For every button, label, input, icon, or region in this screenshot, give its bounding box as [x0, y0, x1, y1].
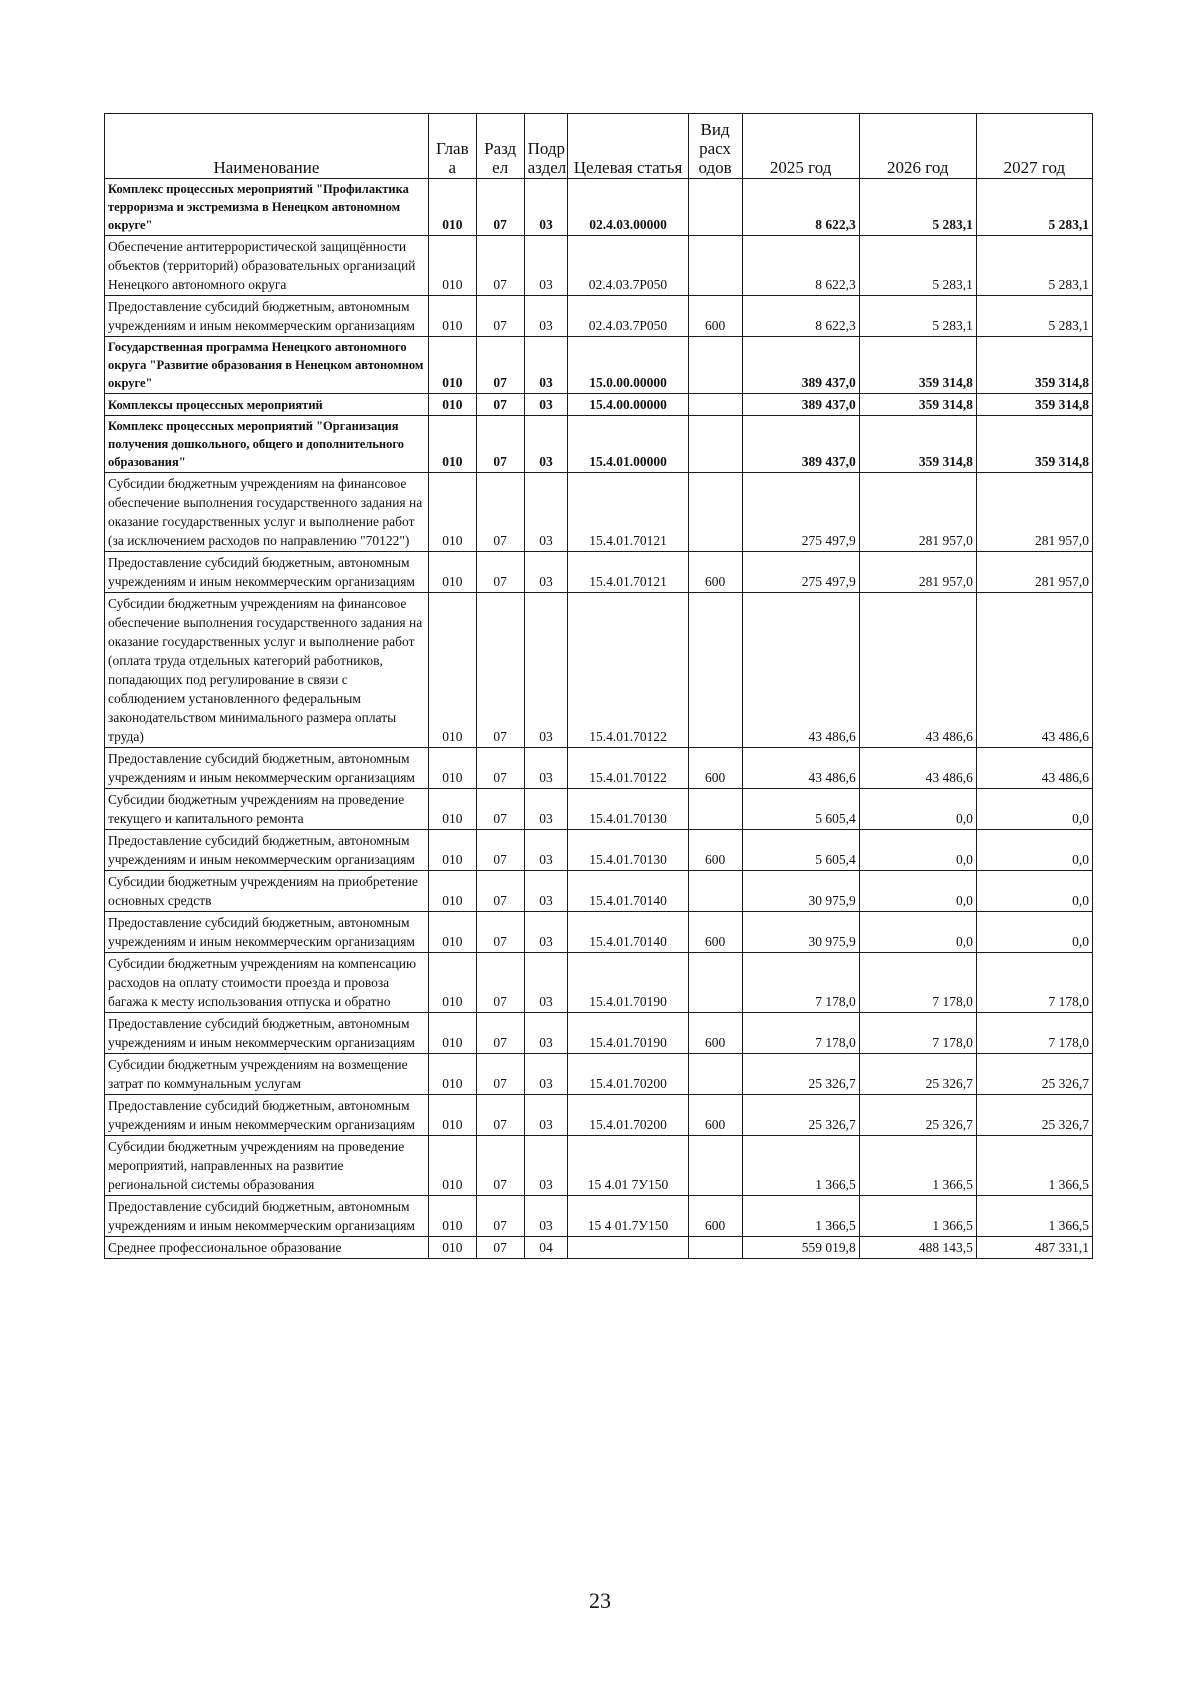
row-podrazdel: 03 [524, 830, 568, 871]
row-expense-type [688, 236, 742, 296]
row-name: Субсидии бюджетным учреждениям на проведение текущего и капитального ремонта [105, 789, 429, 830]
table-row [105, 1237, 1093, 1259]
row-target-article: 02.4.03.7Р050 [568, 236, 688, 296]
row-razdel: 07 [476, 296, 524, 337]
row-razdel: 07 [476, 1095, 524, 1136]
table-row [105, 789, 1093, 830]
row-name: Предоставление субсидий бюджетным, автономным учреждениям и иным некоммерческим организациям [105, 296, 429, 337]
row-name: Предоставление субсидий бюджетным, автономным учреждениям и иным некоммерческим организациям [105, 552, 429, 593]
row-podrazdel: 03 [524, 1013, 568, 1054]
row-glava: 010 [428, 830, 476, 871]
row-expense-type: 600 [688, 748, 742, 789]
page-number: 23 [589, 1588, 611, 1613]
row-podrazdel: 03 [524, 179, 568, 236]
row-expense-type [688, 416, 742, 473]
row-value-2025: 7 178,0 [742, 1013, 859, 1054]
row-razdel: 07 [476, 953, 524, 1013]
row-razdel: 07 [476, 179, 524, 236]
row-razdel: 07 [476, 236, 524, 296]
row-glava: 010 [428, 593, 476, 748]
row-target-article: 15.4.01.70130 [568, 830, 688, 871]
row-razdel: 07 [476, 1013, 524, 1054]
row-name: Субсидии бюджетным учреждениям на компенсацию расходов на оплату стоимости проезда и провоза багажа к месту использования отпуска и обратно [105, 953, 429, 1013]
row-value-2027: 7 178,0 [976, 1013, 1092, 1054]
row-expense-type [688, 179, 742, 236]
row-value-2026: 281 957,0 [859, 552, 976, 593]
row-target-article: 15.4.01.70200 [568, 1054, 688, 1095]
row-value-2025: 5 605,4 [742, 830, 859, 871]
row-glava: 010 [428, 789, 476, 830]
row-name: Предоставление субсидий бюджетным, автономным учреждениям и иным некоммерческим организациям [105, 1095, 429, 1136]
row-expense-type: 600 [688, 552, 742, 593]
row-value-2026: 25 326,7 [859, 1054, 976, 1095]
table-row [105, 1136, 1093, 1196]
table-row [105, 1054, 1093, 1095]
row-name: Субсидии бюджетным учреждениям на финансовое обеспечение выполнения государственного задания на оказание государственных услуг и выполнение работ (за исключением расходов по направлению "70122") [105, 473, 429, 552]
row-expense-type: 600 [688, 1196, 742, 1237]
row-expense-type: 600 [688, 830, 742, 871]
row-target-article: 15.0.00.00000 [568, 337, 688, 394]
row-value-2027: 1 366,5 [976, 1196, 1092, 1237]
table-row [105, 179, 1093, 236]
row-value-2025: 389 437,0 [742, 394, 859, 416]
row-value-2025: 275 497,9 [742, 552, 859, 593]
row-expense-type [688, 953, 742, 1013]
row-value-2026: 5 283,1 [859, 236, 976, 296]
row-target-article: 15.4.01.70140 [568, 912, 688, 953]
row-glava: 010 [428, 1237, 476, 1259]
row-glava: 010 [428, 1054, 476, 1095]
row-glava: 010 [428, 1095, 476, 1136]
row-name: Субсидии бюджетным учреждениям на проведение мероприятий, направленных на развитие региональной системы образования [105, 1136, 429, 1196]
header-2025: 2025 год [742, 114, 859, 179]
row-value-2026: 0,0 [859, 912, 976, 953]
row-target-article: 15 4.01 7У150 [568, 1136, 688, 1196]
row-value-2027: 359 314,8 [976, 416, 1092, 473]
row-glava: 010 [428, 236, 476, 296]
row-glava: 010 [428, 296, 476, 337]
row-razdel: 07 [476, 593, 524, 748]
table-row [105, 473, 1093, 552]
row-name: Предоставление субсидий бюджетным, автономным учреждениям и иным некоммерческим организациям [105, 912, 429, 953]
row-glava: 010 [428, 552, 476, 593]
row-expense-type: 600 [688, 1013, 742, 1054]
row-razdel: 07 [476, 473, 524, 552]
row-razdel: 07 [476, 394, 524, 416]
row-expense-type [688, 473, 742, 552]
row-value-2027: 1 366,5 [976, 1136, 1092, 1196]
table-row [105, 830, 1093, 871]
row-podrazdel: 03 [524, 473, 568, 552]
row-target-article: 15 4 01.7У150 [568, 1196, 688, 1237]
header-expense-type: Вид расх одов [688, 114, 742, 179]
row-value-2025: 8 622,3 [742, 236, 859, 296]
row-value-2025: 8 622,3 [742, 296, 859, 337]
table-row [105, 953, 1093, 1013]
header-name: Наименование [105, 114, 429, 179]
row-value-2026: 25 326,7 [859, 1095, 976, 1136]
table-row [105, 1196, 1093, 1237]
row-name: Комплекс процессных мероприятий "Профилактика терроризма и экстремизма в Ненецком автономном округе" [105, 179, 429, 236]
row-value-2027: 43 486,6 [976, 748, 1092, 789]
row-razdel: 07 [476, 748, 524, 789]
row-value-2026: 0,0 [859, 830, 976, 871]
table-row [105, 1013, 1093, 1054]
row-value-2025: 30 975,9 [742, 912, 859, 953]
row-razdel: 07 [476, 1237, 524, 1259]
header-2026: 2026 год [859, 114, 976, 179]
header-razdel: Разд ел [476, 114, 524, 179]
row-value-2026: 43 486,6 [859, 593, 976, 748]
row-value-2026: 43 486,6 [859, 748, 976, 789]
row-name: Предоставление субсидий бюджетным, автономным учреждениям и иным некоммерческим организациям [105, 1013, 429, 1054]
row-target-article: 15.4.01.70190 [568, 953, 688, 1013]
row-value-2026: 0,0 [859, 789, 976, 830]
row-value-2027: 0,0 [976, 871, 1092, 912]
row-target-article: 15.4.01.70130 [568, 789, 688, 830]
row-glava: 010 [428, 179, 476, 236]
row-razdel: 07 [476, 337, 524, 394]
row-razdel: 07 [476, 552, 524, 593]
row-value-2025: 25 326,7 [742, 1095, 859, 1136]
row-value-2027: 281 957,0 [976, 552, 1092, 593]
row-value-2025: 389 437,0 [742, 337, 859, 394]
row-expense-type [688, 871, 742, 912]
row-expense-type: 600 [688, 1095, 742, 1136]
row-podrazdel: 03 [524, 1054, 568, 1095]
table-row [105, 394, 1093, 416]
row-value-2026: 1 366,5 [859, 1196, 976, 1237]
row-value-2026: 281 957,0 [859, 473, 976, 552]
row-value-2025: 559 019,8 [742, 1237, 859, 1259]
row-value-2027: 0,0 [976, 789, 1092, 830]
row-glava: 010 [428, 1013, 476, 1054]
header-2027: 2027 год [976, 114, 1092, 179]
table-row [105, 337, 1093, 394]
row-glava: 010 [428, 416, 476, 473]
table-row [105, 416, 1093, 473]
row-target-article: 15.4.01.70122 [568, 593, 688, 748]
row-glava: 010 [428, 1196, 476, 1237]
row-name: Предоставление субсидий бюджетным, автономным учреждениям и иным некоммерческим организациям [105, 1196, 429, 1237]
row-podrazdel: 03 [524, 1196, 568, 1237]
row-name: Обеспечение антитеррористической защищённости объектов (территорий) образовательных организаций Ненецкого автономного округа [105, 236, 429, 296]
row-value-2027: 7 178,0 [976, 953, 1092, 1013]
row-value-2027: 0,0 [976, 830, 1092, 871]
row-name: Субсидии бюджетным учреждениям на приобретение основных средств [105, 871, 429, 912]
row-value-2026: 359 314,8 [859, 394, 976, 416]
row-podrazdel: 03 [524, 953, 568, 1013]
header-glava: Глав а [428, 114, 476, 179]
row-value-2026: 5 283,1 [859, 296, 976, 337]
row-podrazdel: 03 [524, 296, 568, 337]
row-value-2027: 25 326,7 [976, 1054, 1092, 1095]
row-target-article: 15.4.01.70121 [568, 552, 688, 593]
row-podrazdel: 03 [524, 912, 568, 953]
row-expense-type [688, 593, 742, 748]
row-razdel: 07 [476, 912, 524, 953]
row-target-article: 02.4.03.7Р050 [568, 296, 688, 337]
row-value-2025: 1 366,5 [742, 1196, 859, 1237]
row-razdel: 07 [476, 871, 524, 912]
row-value-2027: 281 957,0 [976, 473, 1092, 552]
row-podrazdel: 04 [524, 1237, 568, 1259]
row-value-2027: 0,0 [976, 912, 1092, 953]
row-glava: 010 [428, 1136, 476, 1196]
row-glava: 010 [428, 394, 476, 416]
row-podrazdel: 03 [524, 394, 568, 416]
row-target-article: 15.4.01.70140 [568, 871, 688, 912]
row-value-2025: 5 605,4 [742, 789, 859, 830]
row-expense-type [688, 789, 742, 830]
header-target-article: Целевая статья [568, 114, 688, 179]
budget-table [104, 113, 1093, 1259]
table-row [105, 912, 1093, 953]
row-value-2025: 389 437,0 [742, 416, 859, 473]
header-podrazdel: Подр аздел [524, 114, 568, 179]
row-value-2026: 7 178,0 [859, 1013, 976, 1054]
table-row [105, 552, 1093, 593]
row-value-2025: 43 486,6 [742, 593, 859, 748]
row-target-article: 15.4.01.70122 [568, 748, 688, 789]
row-value-2027: 359 314,8 [976, 394, 1092, 416]
row-expense-type [688, 1136, 742, 1196]
row-value-2027: 487 331,1 [976, 1237, 1092, 1259]
row-value-2026: 359 314,8 [859, 337, 976, 394]
table-body [105, 179, 1093, 1259]
row-name: Субсидии бюджетным учреждениям на финансовое обеспечение выполнения государственного задания на оказание государственных услуг и выполнение работ (оплата труда отдельных категорий работников, попадающих под регулирование в связи с соблюдением установленного федеральным законодательством минимального размера оплаты труда) [105, 593, 429, 748]
table-row [105, 1095, 1093, 1136]
row-name: Среднее профессиональное образование [105, 1237, 429, 1259]
row-podrazdel: 03 [524, 748, 568, 789]
row-glava: 010 [428, 953, 476, 1013]
row-razdel: 07 [476, 416, 524, 473]
row-razdel: 07 [476, 1196, 524, 1237]
row-name: Субсидии бюджетным учреждениям на возмещение затрат по коммунальным услугам [105, 1054, 429, 1095]
table-row [105, 296, 1093, 337]
row-value-2027: 5 283,1 [976, 236, 1092, 296]
row-value-2025: 25 326,7 [742, 1054, 859, 1095]
table-header-row [105, 114, 1093, 179]
row-podrazdel: 03 [524, 593, 568, 748]
row-razdel: 07 [476, 1054, 524, 1095]
row-value-2025: 8 622,3 [742, 179, 859, 236]
row-value-2025: 1 366,5 [742, 1136, 859, 1196]
row-glava: 010 [428, 473, 476, 552]
row-value-2027: 25 326,7 [976, 1095, 1092, 1136]
row-podrazdel: 03 [524, 337, 568, 394]
row-podrazdel: 03 [524, 789, 568, 830]
row-razdel: 07 [476, 1136, 524, 1196]
row-value-2027: 359 314,8 [976, 337, 1092, 394]
row-value-2026: 5 283,1 [859, 179, 976, 236]
row-value-2027: 5 283,1 [976, 179, 1092, 236]
row-podrazdel: 03 [524, 1095, 568, 1136]
table-row [105, 593, 1093, 748]
row-expense-type [688, 1237, 742, 1259]
row-razdel: 07 [476, 789, 524, 830]
row-podrazdel: 03 [524, 236, 568, 296]
row-value-2027: 5 283,1 [976, 296, 1092, 337]
row-podrazdel: 03 [524, 552, 568, 593]
row-value-2025: 30 975,9 [742, 871, 859, 912]
row-name: Комплексы процессных мероприятий [105, 394, 429, 416]
row-value-2026: 359 314,8 [859, 416, 976, 473]
row-podrazdel: 03 [524, 871, 568, 912]
row-value-2026: 488 143,5 [859, 1237, 976, 1259]
row-glava: 010 [428, 871, 476, 912]
row-value-2027: 43 486,6 [976, 593, 1092, 748]
row-target-article: 02.4.03.00000 [568, 179, 688, 236]
table-row [105, 871, 1093, 912]
row-name: Комплекс процессных мероприятий "Организация получения дошкольного, общего и дополнительного образования" [105, 416, 429, 473]
row-name: Предоставление субсидий бюджетным, автономным учреждениям и иным некоммерческим организациям [105, 830, 429, 871]
table-row [105, 236, 1093, 296]
row-expense-type: 600 [688, 912, 742, 953]
row-expense-type [688, 337, 742, 394]
row-name: Государственная программа Ненецкого автономного округа "Развитие образования в Ненецком автономном округе" [105, 337, 429, 394]
table-row [105, 748, 1093, 789]
row-expense-type: 600 [688, 296, 742, 337]
row-value-2025: 275 497,9 [742, 473, 859, 552]
row-value-2026: 0,0 [859, 871, 976, 912]
row-target-article [568, 1237, 688, 1259]
row-value-2025: 7 178,0 [742, 953, 859, 1013]
row-glava: 010 [428, 748, 476, 789]
row-value-2026: 1 366,5 [859, 1136, 976, 1196]
row-target-article: 15.4.01.70121 [568, 473, 688, 552]
row-target-article: 15.4.01.00000 [568, 416, 688, 473]
row-podrazdel: 03 [524, 1136, 568, 1196]
row-glava: 010 [428, 337, 476, 394]
row-podrazdel: 03 [524, 416, 568, 473]
row-target-article: 15.4.01.70190 [568, 1013, 688, 1054]
row-razdel: 07 [476, 830, 524, 871]
row-target-article: 15.4.01.70200 [568, 1095, 688, 1136]
row-target-article: 15.4.00.00000 [568, 394, 688, 416]
row-expense-type [688, 394, 742, 416]
row-name: Предоставление субсидий бюджетным, автономным учреждениям и иным некоммерческим организациям [105, 748, 429, 789]
row-expense-type [688, 1054, 742, 1095]
row-value-2025: 43 486,6 [742, 748, 859, 789]
row-glava: 010 [428, 912, 476, 953]
row-value-2026: 7 178,0 [859, 953, 976, 1013]
